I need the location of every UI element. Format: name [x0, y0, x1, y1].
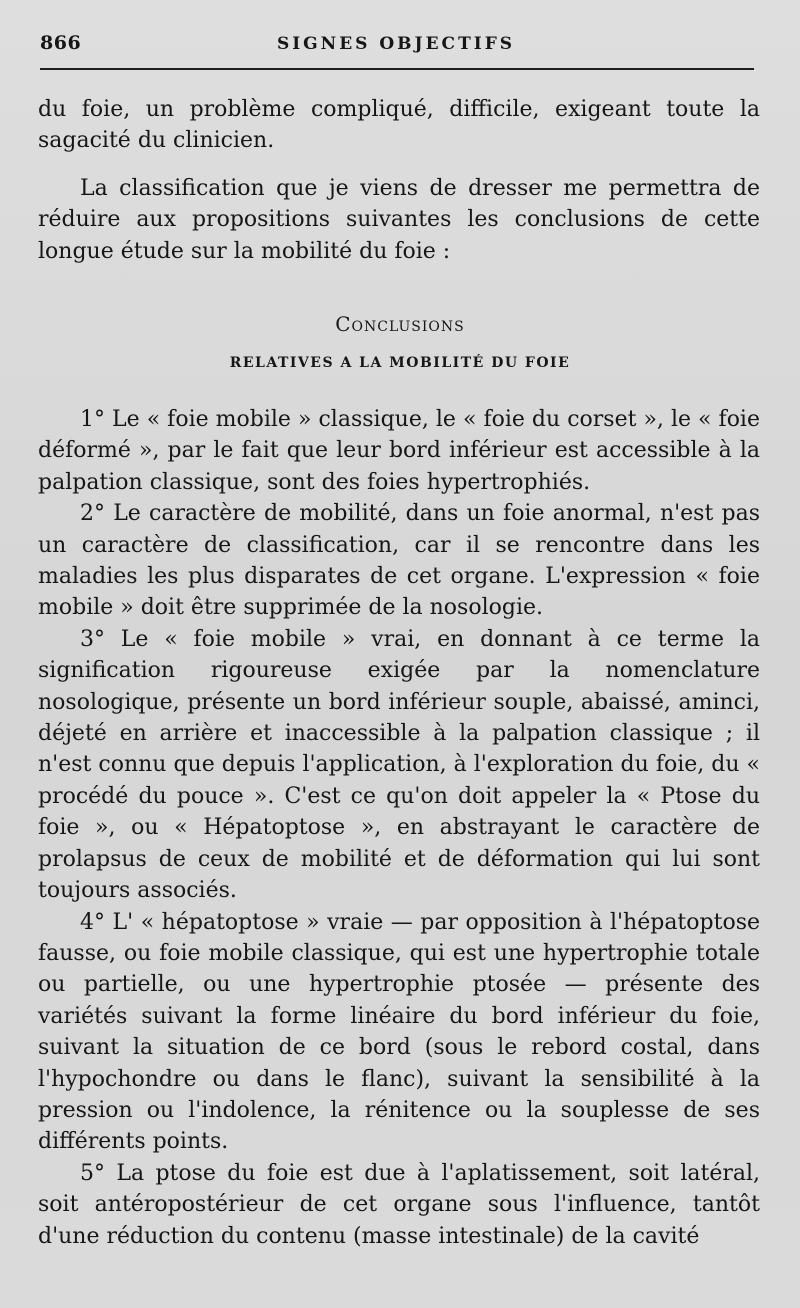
- conclusion-item: 4° L' « hépatoptose » vraie — par opposition à l'hépatoptose fausse, ou foie mobile classique, qui est une hypertrophie totale ou partielle, ou une hypertrophie ptosée — présente des variétés suivant la forme linéaire du bord inférieur du foie, suivant la situation de ce bord (sous le rebord costal, dans l'hypochondre ou dans le flanc), suivant la sensibilité à la pression ou l'indolence, la rénitence ou la souplesse de ses différents points.: [38, 909, 760, 1155]
- page-header: [40, 32, 752, 62]
- intro-paragraph: [38, 173, 760, 267]
- paragraph-text: du foie, un problème compliqué, difficile, exigeant toute la sagacité du clinicien.: [38, 97, 760, 154]
- conclusions-list: [38, 404, 760, 1252]
- section-heading: Conclusions: [335, 312, 465, 336]
- continuation-paragraph: [38, 94, 760, 157]
- conclusion-item: 2° Le caractère de mobilité, dans un foie anormal, n'est pas un caractère de classification, car il se rencontre dans les maladies les plus disparates de cet organe. L'expression « foie mobile » doit être supprimée de la nosologie.: [38, 501, 760, 621]
- running-head: SIGNES OBJECTIFS: [276, 34, 516, 54]
- page-number: 866: [40, 32, 82, 54]
- header-rule: [40, 68, 754, 70]
- conclusion-item: 3° Le « foie mobile » vrai, en donnant à ce terme la signification rigoureuse exigée par la nomenclature nosologique, présente un bord inférieur souple, abaissé, aminci, déjeté en arrière et inaccessible à la palpation classique ; il n'est connu que depuis l'application, à l'exploration du foie, du « procédé du pouce ». C'est ce qu'on doit appeler la « Ptose du foie », ou « Hépatoptose », en abstrayant le caractère de prolapsus de ceux de mobilité et de déformation qui lui sont toujours associés.: [38, 626, 760, 904]
- paragraph-text: La classification que je viens de dresser me permettra de réduire aux propositions suivantes les conclusions de cette longue étude sur la mobilité du foie :: [38, 176, 760, 264]
- conclusion-item: 5° La ptose du foie est due à l'aplatissement, soit latéral, soit antéropostérieur de cet organe sous l'influence, tantôt d'une réduction du contenu (masse intestinale) de la cavité: [38, 1160, 760, 1249]
- conclusion-item: 1° Le « foie mobile » classique, le « foie du corset », le « foie déformé », par le fait que leur bord inférieur est accessible à la palpation classique, sont des foies hypertrophiés.: [38, 407, 760, 495]
- section-subheading: RELATIVES A LA MOBILITÉ DU FOIE: [229, 355, 571, 371]
